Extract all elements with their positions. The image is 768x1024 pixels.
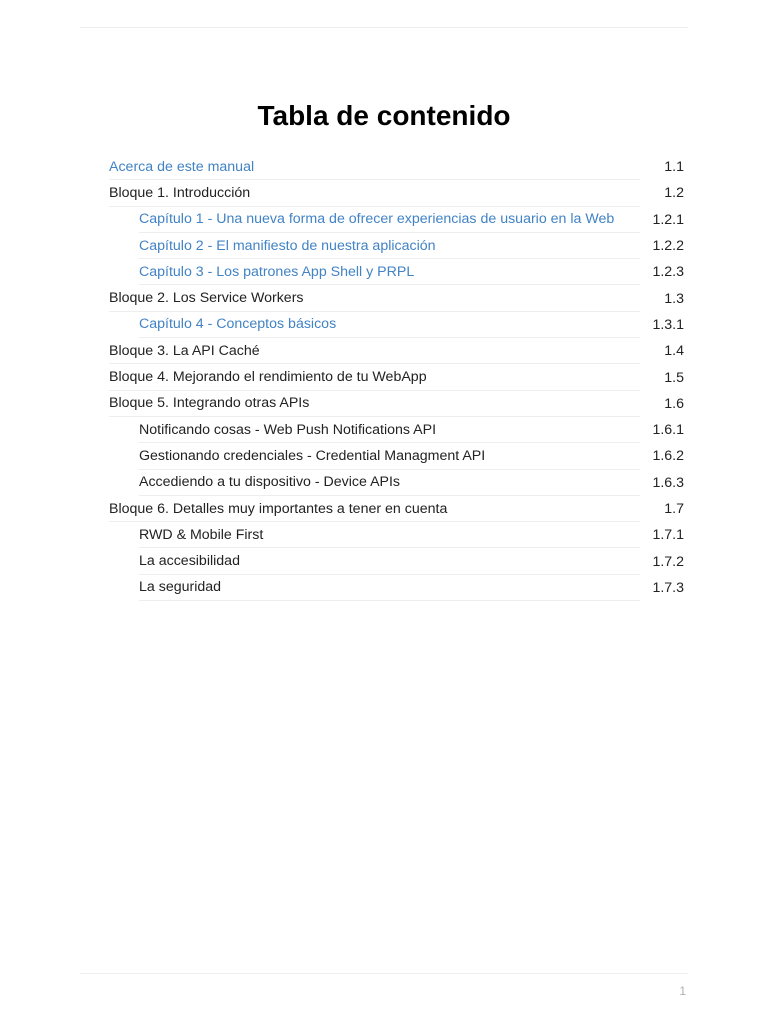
toc-entry-link[interactable]: Capítulo 1 - Una nueva forma de ofrecer experiencias de usuario en la Web [139,207,640,233]
toc-entry [109,364,684,390]
toc-entry-label: Bloque 4. Mejorando el rendimiento de tu WebApp [109,364,640,390]
toc-entry-number: 1.1 [664,159,684,176]
toc-entry-link[interactable]: Acerca de este manual [109,154,640,180]
toc-entry[interactable] [109,233,684,259]
toc-entry-number: 1.6.3 [652,474,684,491]
header-divider [80,27,688,28]
toc-entry-number: 1.2.2 [652,238,684,255]
toc-entry-number: 1.4 [664,343,684,360]
toc-entry-label: RWD & Mobile First [139,522,640,548]
toc-entry-number: 1.2 [664,185,684,202]
toc-entry-number: 1.6.1 [652,422,684,439]
toc-entry-label: Bloque 5. Integrando otras APIs [109,391,640,417]
page-title: Tabla de contenido [257,100,511,131]
toc-entry-label: Accediendo a tu dispositivo - Device APIs [139,470,640,496]
toc-entry [109,338,684,364]
toc-entry [109,417,684,443]
toc-entry[interactable] [109,154,684,180]
toc-entry [109,522,684,548]
toc-entry-label: La seguridad [139,575,640,601]
toc-entry [109,548,684,574]
toc-entry-link[interactable]: Capítulo 4 - Conceptos básicos [139,312,640,338]
toc-entry-label: Gestionando credenciales - Credential Managment API [139,443,640,469]
toc-entry [109,180,684,206]
toc-entry-number: 1.2.1 [652,211,684,228]
toc-entry-label: La accesibilidad [139,548,640,574]
toc-entry-link[interactable]: Capítulo 2 - El manifiesto de nuestra aplicación [139,233,640,259]
toc-entry [109,391,684,417]
toc-entry-number: 1.6.2 [652,448,684,465]
toc-entry-number: 1.3.1 [652,316,684,333]
toc-entry-number: 1.6 [664,395,684,412]
toc-entry-label: Notificando cosas - Web Push Notifications API [139,417,640,443]
toc-entry [109,496,684,522]
toc-entry-number: 1.7.2 [652,553,684,570]
toc-entry[interactable] [109,207,684,233]
toc-entry-label: Bloque 3. La API Caché [109,338,640,364]
toc-entry-number: 1.7.3 [652,579,684,596]
table-of-contents [109,154,684,601]
toc-entry-label: Bloque 2. Los Service Workers [109,285,640,311]
page-number: 1 [679,984,686,998]
toc-entry [109,470,684,496]
toc-entry-label: Bloque 6. Detalles muy importantes a tener en cuenta [109,496,640,522]
toc-entry-number: 1.7.1 [652,527,684,544]
toc-entry [109,443,684,469]
toc-entry-number: 1.7 [664,501,684,517]
toc-entry[interactable] [109,312,684,338]
toc-entry-number: 1.2.3 [652,264,684,281]
toc-entry[interactable] [109,259,684,285]
toc-entry [109,285,684,311]
toc-entry-number: 1.3 [664,290,684,307]
toc-entry [109,575,684,601]
toc-entry-link[interactable]: Capítulo 3 - Los patrones App Shell y PRPL [139,259,640,285]
footer-divider [80,973,688,974]
toc-entry-number: 1.5 [664,369,684,386]
toc-entry-label: Bloque 1. Introducción [109,180,640,206]
